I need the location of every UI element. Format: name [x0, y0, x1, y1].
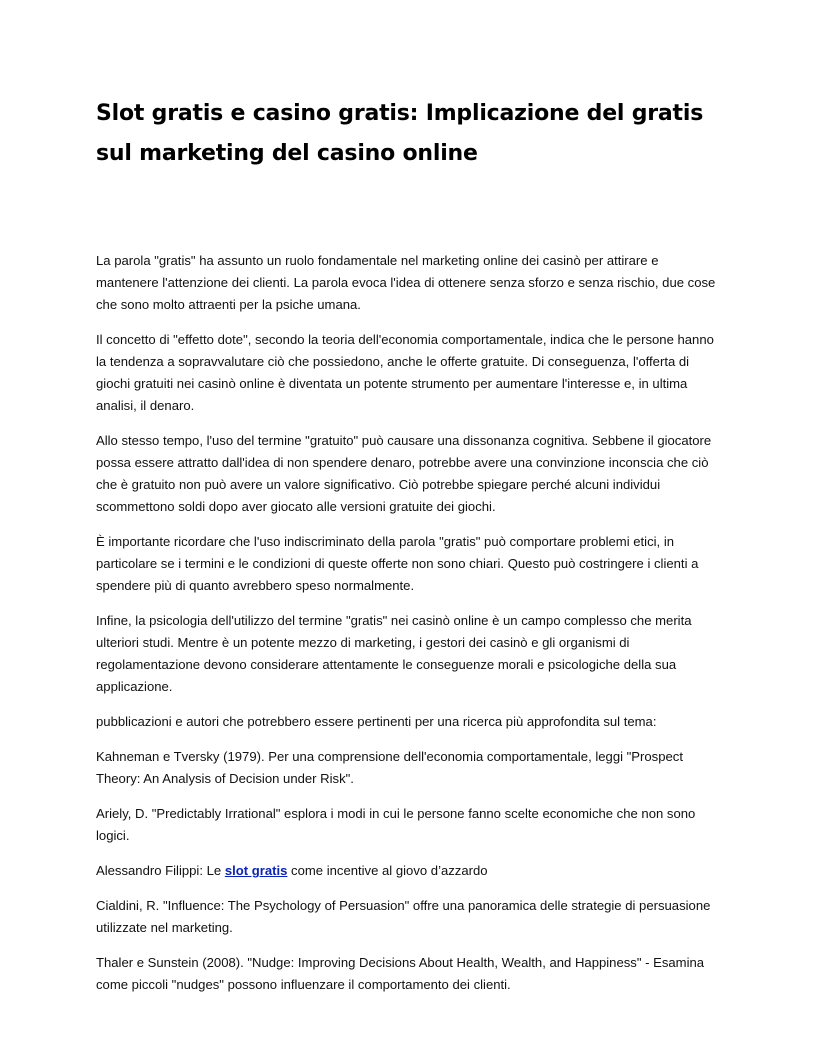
reference-cialdini: Cialdini, R. "Influence: The Psychology of Persuasion" offre una panoramica delle strategie di persuasione utilizzate nel marketing. [96, 898, 711, 935]
paragraph-pubblicazioni: pubblicazioni e autori che potrebbero essere pertinenti per una ricerca più approfondita sul tema: [96, 714, 657, 729]
reference-filippi-before: Alessandro Filippi: Le [96, 863, 225, 878]
reference-thaler: Thaler e Sunstein (2008). "Nudge: Improving Decisions About Health, Wealth, and Happiness" - Esamina come piccoli "nudges" possono influenzare il comportamento dei clienti. [96, 955, 705, 992]
reference-kahneman: Kahneman e Tversky (1979). Per una comprensione dell'economia comportamentale, leggi "Prospect Theory: An Analysis of Decision under Risk". [96, 749, 683, 786]
paragraph-intro: La parola "gratis" ha assunto un ruolo fondamentale nel marketing online dei casinò per attirare e mantenere l'attenzione dei clienti. La parola evoca l'idea di ottenere senza sforzo e senza rischio, due cose che sono molto attraenti per la psiche umana. [96, 253, 716, 312]
reference-ariely: Ariely, D. "Predictably Irrational" esplora i modi in cui le persone fanno scelte economiche che non sono logici. [96, 806, 696, 843]
paragraph-conclusione: Infine, la psicologia dell'utilizzo del termine "gratis" nei casinò online è un campo complesso che merita ulteriori studi. Mentre è un potente mezzo di marketing, i gestori dei casinò e gli organismi di regolamentazione devono considerare attentamente le conseguenze morali e psicologiche della sua applicazione. [96, 613, 692, 694]
paragraph-dissonanza: Allo stesso tempo, l'uso del termine "gratuito" può causare una dissonanza cognitiva. Sebbene il giocatore possa essere attratto dall'idea di non spendere denaro, potrebbe avere una convinzione inconscia che ciò che è gratuito non può avere un valore significativo. Ciò potrebbe spiegare perché alcuni individui scommettono soldi dopo aver giocato alle versioni gratuite dei giochi. [96, 433, 712, 514]
document-body [96, 250, 724, 1009]
document-header [96, 94, 722, 174]
reference-filippi [96, 860, 724, 882]
paragraph-effetto-dote: Il concetto di "effetto dote", secondo la teoria dell'economia comportamentale, indica che le persone hanno la tendenza a sopravvalutare ciò che possiedono, anche le offerte gratuite. Di conseguenza, l'offerta di giochi gratuiti nei casinò online è diventata un potente strumento per aumentare l'interesse e, in ultima analisi, il denaro. [96, 332, 714, 413]
slot-gratis-link[interactable]: slot gratis [224, 863, 288, 878]
page-title: Slot gratis e casino gratis: Implicazione del gratis sul marketing del casino online [96, 101, 704, 166]
reference-filippi-after: come incentive al giovo d’azzardo [287, 863, 488, 878]
paragraph-etica: È importante ricordare che l'uso indiscriminato della parola "gratis" può comportare problemi etici, in particolare se i termini e le condizioni di queste offerte non sono chiari. Questo può costringere i clienti a spendere più di quanto avrebbero speso normalmente. [96, 534, 699, 593]
